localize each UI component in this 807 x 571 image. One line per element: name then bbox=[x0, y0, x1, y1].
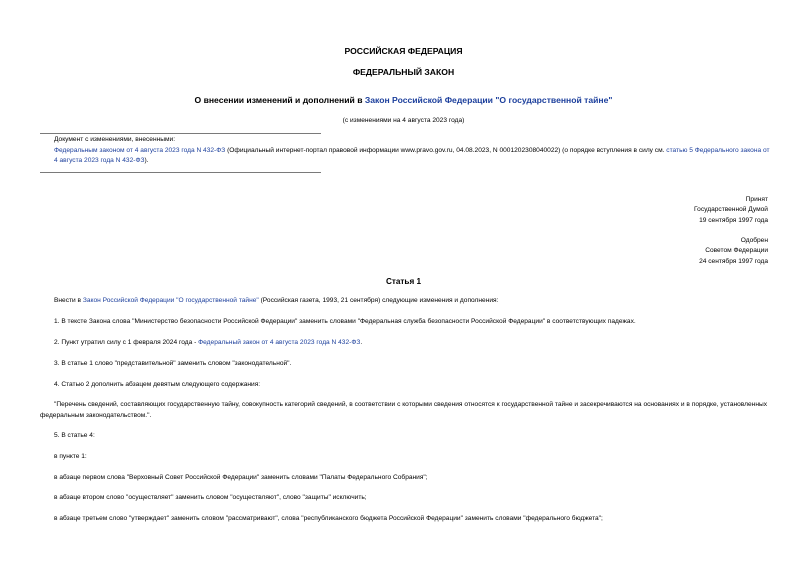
intro-law-link[interactable]: Закон Российской Федерации "О государственной тайне" bbox=[82, 297, 259, 304]
approved-line3: 24 сентября 1997 года bbox=[699, 257, 768, 265]
paragraph-2-suffix: . bbox=[360, 339, 363, 346]
paragraph-2-prefix: 2. Пункт утратил силу с 1 февраля 2024 года - bbox=[54, 339, 199, 346]
paragraph-5-sub-text: в пункте 1: bbox=[54, 453, 87, 460]
paragraph-4-quote bbox=[40, 400, 767, 421]
paragraph-5-sub bbox=[40, 452, 767, 463]
paragraph-5-text: 5. В статье 4: bbox=[54, 432, 95, 439]
accepted-line1: Принят bbox=[745, 196, 768, 203]
changes-note-lead: Документ с изменениями, внесенными: bbox=[54, 136, 176, 143]
document-title bbox=[0, 95, 807, 105]
article-intro bbox=[40, 296, 767, 307]
approved-block bbox=[699, 236, 768, 267]
paragraph-5-a2 bbox=[40, 493, 767, 504]
intro-prefix: Внести в bbox=[54, 297, 83, 304]
approved-line2: Советом Федерации bbox=[705, 247, 768, 255]
paragraph-4 bbox=[40, 380, 767, 391]
paragraph-5-a3-text: в абзаце третьем слово "утверждает" заменить словом "рассматривают", слова "республиканского бюджета Российской Федерации" заменить словами "федерального бюджета"; bbox=[54, 515, 603, 522]
accepted-line3: 19 сентября 1997 года bbox=[699, 216, 768, 224]
article5-link[interactable]: статью 5 Федерального закона от 4 августа 2023 года N 432-ФЗ bbox=[54, 146, 770, 165]
title-law-link[interactable]: Закон Российской Федерации "О государственной тайне" bbox=[364, 95, 613, 105]
paragraph-1-text: 1. В тексте Закона слова "Министерство безопасности Российской Федерации" заменить словами "Федеральная служба безопасности Российской Федерации" в соответствующих падежах. bbox=[54, 318, 636, 325]
accepted-line2: Государственной Думой bbox=[694, 206, 768, 214]
changes-note bbox=[40, 135, 770, 167]
editions-note: (с изменениями на 4 августа 2023 года) bbox=[342, 117, 465, 124]
paragraph-5-a2-text: в абзаце втором слово "осуществляет" заменить словом "осуществляют", слово "защиты" исключить; bbox=[54, 494, 367, 501]
repeal-law-link[interactable]: Федеральный закон от 4 августа 2023 года N 432-ФЗ bbox=[198, 339, 361, 346]
note-bottom-divider bbox=[40, 172, 321, 173]
accepted-block bbox=[694, 195, 768, 226]
doc-type-heading: ФЕДЕРАЛЬНЫЙ ЗАКОН bbox=[352, 67, 455, 77]
paragraph-3-text: 3. В статье 1 слово "представительной" заменить словом "законодательной". bbox=[54, 360, 292, 367]
paragraph-5-a1-text: в абзаце первом слова "Верховный Совет Российской Федерации" заменить словами "Палаты Федерального Собрания"; bbox=[54, 474, 428, 481]
paragraph-4-text: 4. Статью 2 дополнить абзацем девятым следующего содержания: bbox=[54, 381, 261, 388]
paragraph-5 bbox=[40, 431, 767, 442]
amending-law-link[interactable]: Федеральным законом от 4 августа 2023 года N 432-ФЗ bbox=[54, 146, 226, 154]
changes-note-text1: (Официальный интернет-портал правовой информации www.pravo.gov.ru, 04.08.2023, N 0001202308040022) (о порядке вступления в силу см. bbox=[225, 146, 667, 154]
title-prefix: О внесении изменений и дополнений в bbox=[194, 95, 365, 105]
paragraph-3 bbox=[40, 359, 767, 370]
paragraph-5-a3 bbox=[40, 514, 767, 525]
intro-suffix: (Российская газета, 1993, 21 сентября) следующие изменения и дополнения: bbox=[258, 297, 499, 304]
paragraph-5-a1 bbox=[40, 473, 767, 484]
paragraph-2 bbox=[40, 338, 767, 349]
note-top-divider bbox=[40, 133, 321, 134]
changes-note-text2: ). bbox=[144, 157, 149, 165]
paragraph-1 bbox=[40, 317, 767, 328]
changes-note-body bbox=[40, 146, 770, 167]
country-heading: РОССИЙСКАЯ ФЕДЕРАЦИЯ bbox=[344, 46, 463, 56]
paragraph-4-quote-text: "Перечень сведений, составляющих государственную тайну, совокупность категорий сведений, в соответствии с которыми сведения относятся к государственной тайне и засекречиваются на основаниях и в порядке, установленных федеральным законодательством.". bbox=[40, 401, 767, 419]
article-title: Статья 1 bbox=[385, 277, 422, 286]
approved-line1: Одобрен bbox=[740, 237, 768, 244]
